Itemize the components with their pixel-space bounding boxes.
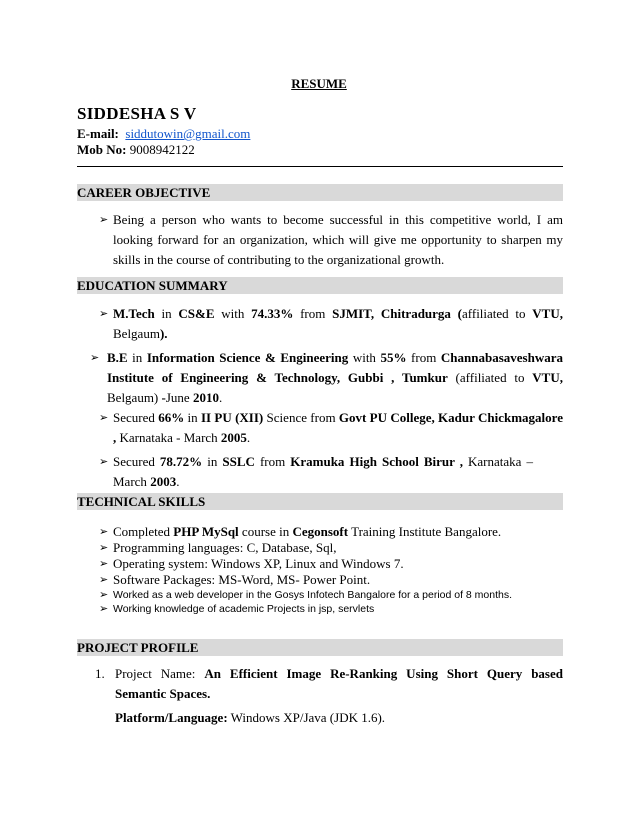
- bullet-arrow-icon: ➢: [99, 573, 109, 586]
- project-item: [95, 664, 563, 704]
- bullet-arrow-icon: ➢: [99, 411, 109, 424]
- header-divider: [77, 166, 563, 167]
- mobile-line: [77, 142, 195, 158]
- skill-item: ➢ Operating system: Windows XP, Linux and Windows 7.: [99, 556, 404, 571]
- bullet-arrow-icon: ➢: [99, 213, 109, 226]
- email-line: [77, 126, 250, 142]
- bullet-arrow-icon: ➢: [99, 307, 109, 320]
- project-name-label: Project Name:: [115, 666, 205, 681]
- mobile-label: Mob No:: [77, 142, 127, 157]
- education-item-be: ➢ B.E in Information Science & Engineering with 55% from Channabasaveshwara Institute of Engineering & Technology, Gubbi , Tumkur (affiliated to VTU, Belgaum) -June 2010.: [90, 350, 563, 405]
- education-item-sslc: ➢ Secured 78.72% in SSLC from Kramuka High School Birur , Karnataka – March 2003.: [99, 454, 533, 489]
- section-technical-skills: TECHNICAL SKILLS: [77, 493, 563, 510]
- platform-label: Platform/Language:: [115, 710, 228, 725]
- bullet-arrow-icon: ➢: [99, 602, 109, 615]
- mobile-number: 9008942122: [129, 142, 195, 157]
- candidate-name: SIDDESHA S V: [77, 104, 197, 123]
- section-education-summary: EDUCATION SUMMARY: [77, 277, 563, 294]
- section-project-profile: PROJECT PROFILE: [77, 639, 563, 656]
- bullet-arrow-icon: ➢: [99, 525, 109, 538]
- bullet-arrow-icon: ➢: [99, 588, 109, 601]
- education-item-puc: ➢ Secured 66% in II PU (XII) Science from Govt PU College, Kadur Chickmagalore , Karnataka - March 2005.: [99, 410, 563, 445]
- education-item-mtech: ➢ M.Tech in CS&E with 74.33% from SJMIT, Chitradurga (affiliated to VTU, Belgaum).: [99, 306, 563, 341]
- skill-item: ➢ Programming languages: C, Database, Sql,: [99, 540, 337, 555]
- skill-item: ➢ Worked as a web developer in the Gosys Infotech Bangalore for a period of 8 months.: [99, 588, 513, 601]
- resume-title: RESUME: [291, 76, 347, 91]
- project-name: An Efficient Image Re-Ranking Using Short Query based Semantic Spaces.: [115, 666, 563, 701]
- skill-item: ➢ Completed PHP MySql course in Cegonsoft Training Institute Bangalore.: [99, 524, 502, 539]
- bullet-arrow-icon: ➢: [99, 541, 109, 554]
- bullet-arrow-icon: ➢: [99, 557, 109, 570]
- project-platform: [115, 710, 385, 726]
- career-objective-item: [99, 210, 563, 270]
- email-link[interactable]: siddutowin@gmail.com: [125, 126, 251, 141]
- project-number: 1.: [95, 666, 105, 681]
- bullet-arrow-icon: ➢: [90, 351, 100, 364]
- skill-item: ➢ Software Packages: MS-Word, MS- Power Point.: [99, 572, 371, 587]
- bullet-arrow-icon: ➢: [99, 455, 109, 468]
- skill-item: ➢ Working knowledge of academic Projects in jsp, servlets: [99, 602, 375, 615]
- email-label: E-mail:: [77, 126, 119, 141]
- section-career-objective: CAREER OBJECTIVE: [77, 184, 563, 201]
- career-objective-text: Being a person who wants to become successful in this competitive world, I am looking forward for an organization, which will give me opportunity to sharpen my skills in the course of contributing to the organizational growth.: [113, 212, 563, 267]
- platform-value: Windows XP/Java (JDK 1.6).: [227, 710, 386, 725]
